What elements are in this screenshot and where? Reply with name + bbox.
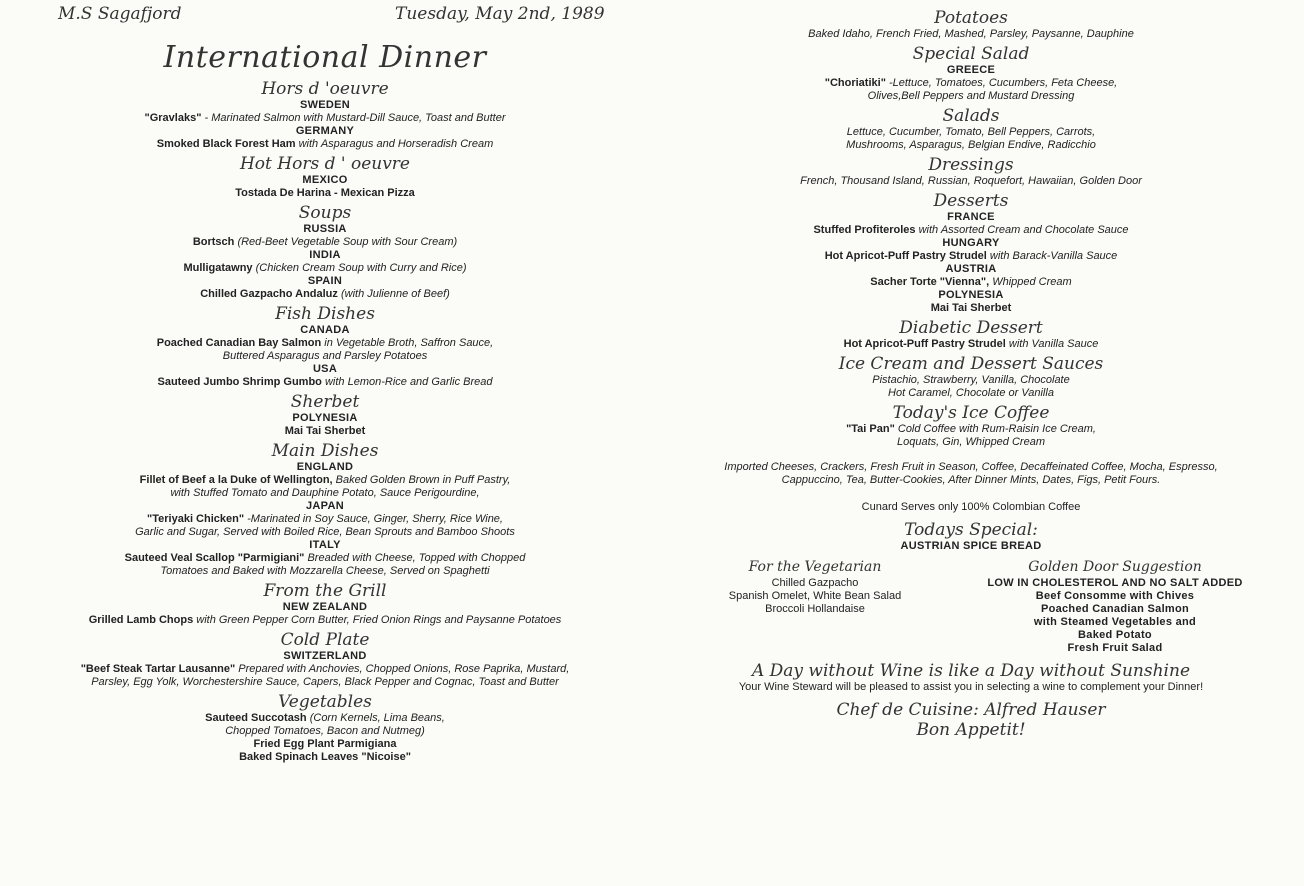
golden-door-item: LOW IN CHOLESTEROL AND NO SALT ADDED [987, 577, 1243, 589]
closing-section [680, 461, 1262, 740]
dish-description: - Marinated Salmon with Mustard-Dill Sauce, Toast and Butter [201, 112, 506, 124]
dish-name: Fried Egg Plant Parmigiana [253, 738, 397, 750]
dish-line [20, 751, 630, 764]
dish-description: Pistachio, Strawberry, Vanilla, Chocolate [872, 374, 1070, 386]
dish-line [20, 474, 630, 487]
menu-date: Tuesday, May 2nd, 1989 [395, 4, 605, 24]
dish-line [680, 139, 1262, 152]
country-name: GREECE [946, 64, 996, 76]
wine-note: Your Wine Steward will be pleased to assist you in selecting a wine to complement your Dinner! [738, 681, 1204, 693]
dish-line [20, 552, 630, 565]
dish-line [20, 712, 630, 725]
section-heading: Dressings [928, 155, 1014, 175]
dish-name: Grilled Lamb Chops [88, 614, 194, 626]
dish-description: -Lettuce, Tomatoes, Cucumbers, Feta Cheese, [885, 77, 1118, 89]
dish-line [680, 338, 1262, 351]
country-name: SWEDEN [299, 99, 351, 111]
ship-name: M.S Sagafjord [58, 4, 182, 24]
golden-door-heading: Golden Door Suggestion [1028, 559, 1202, 575]
menu-section [20, 441, 630, 578]
dish-line [680, 423, 1262, 436]
dish-description: Tomatoes and Baked with Mozzarella Cheese, Served on Spaghetti [160, 565, 490, 577]
country-name: MEXICO [302, 174, 348, 186]
dish-description: (Chicken Cream Soup with Curry and Rice) [252, 262, 467, 274]
dish-name: Tostada De Harina - Mexican Pizza [235, 187, 415, 199]
section-heading: Fish Dishes [275, 304, 375, 324]
dish-line [20, 725, 630, 738]
dish-name: Chilled Gazpacho Andaluz [200, 288, 338, 300]
dish-line [680, 28, 1262, 41]
golden-door-item: with Steamed Vegetables and [1033, 616, 1197, 628]
section-heading: From the Grill [263, 581, 387, 601]
golden-door-item: Beef Consomme with Chives [1035, 590, 1195, 602]
country-name: ENGLAND [296, 461, 354, 473]
suggestions-row [680, 557, 1262, 655]
dish-description: with Stuffed Tomato and Dauphine Potato, Sauce Perigourdine, [170, 487, 480, 499]
dish-line [20, 288, 630, 301]
country-name: HUNGARY [942, 237, 1000, 249]
golden-door-item: Baked Potato [1078, 629, 1152, 641]
menu-section [680, 155, 1262, 188]
right-column [680, 0, 1262, 740]
dish-line [20, 565, 630, 578]
country-name: CANADA [300, 324, 350, 336]
dish-name: "Tai Pan" [846, 423, 895, 435]
section-heading: Hot Hors d ' oeuvre [239, 154, 410, 174]
country-name: FRANCE [947, 211, 995, 223]
country-name: GERMANY [295, 125, 355, 137]
dish-name: Baked Spinach Leaves "Nicoise" [239, 751, 411, 763]
country-name: NEW ZEALAND [282, 601, 368, 613]
section-heading: Sherbet [290, 392, 360, 412]
menu-section [680, 44, 1262, 103]
golden-door-item: Fresh Fruit Salad [1067, 642, 1163, 654]
dish-description: Lettuce, Cucumber, Tomato, Bell Peppers, Carrots, [846, 126, 1096, 138]
dish-description: Loquats, Gin, Whipped Cream [897, 436, 1045, 448]
dish-description: with Barack-Vanilla Sauce [986, 250, 1118, 262]
country-name: AUSTRIA [945, 263, 997, 275]
dish-description: Buttered Asparagus and Parsley Potatoes [222, 350, 428, 362]
menu-section [20, 692, 630, 764]
dish-name: Sauteed Jumbo Shrimp Gumbo [157, 376, 322, 388]
dish-name: Smoked Black Forest Ham [156, 138, 296, 150]
dish-line [20, 663, 630, 676]
menu-section [20, 581, 630, 627]
country-name: INDIA [309, 249, 341, 261]
dish-description: with Green Pepper Corn Butter, Fried Onion Rings and Paysanne Potatoes [193, 614, 562, 626]
chef-signature: Chef de Cuisine: Alfred Hauser [836, 700, 1106, 720]
menu-section [680, 8, 1262, 41]
cheeses-line-1: Imported Cheeses, Crackers, Fresh Fruit in Season, Coffee, Decaffeinated Coffee, Mocha, Espresso, [724, 461, 1218, 473]
cheeses-line-2: Cappuccino, Tea, Butter-Cookies, After Dinner Mints, Dates, Figs, Petit Fours. [781, 474, 1161, 486]
wine-heading: A Day without Wine is like a Day without Sunshine [751, 661, 1191, 681]
dish-name: Stuffed Profiteroles [813, 224, 916, 236]
dish-description: Chopped Tomatoes, Bacon and Nutmeg) [225, 725, 425, 737]
section-heading: Today's Ice Coffee [892, 403, 1050, 423]
left-column [20, 0, 630, 764]
dish-line [680, 250, 1262, 263]
country-name: SPAIN [307, 275, 343, 287]
dish-description: (Corn Kernels, Lima Beans, [306, 712, 445, 724]
dish-name: Mai Tai Sherbet [284, 425, 366, 437]
country-name: SWITZERLAND [283, 650, 367, 662]
vegetarian-item: Spanish Omelet, White Bean Salad [728, 590, 902, 602]
dish-line [680, 90, 1262, 103]
dish-line [20, 337, 630, 350]
dish-name: "Choriatiki" [824, 77, 886, 89]
menu-section [20, 154, 630, 200]
menu-section [20, 79, 630, 151]
dish-line [680, 276, 1262, 289]
section-heading: Hors d 'oeuvre [261, 79, 389, 99]
menu-section [20, 630, 630, 689]
dish-name: Hot Apricot-Puff Pastry Strudel [843, 338, 1006, 350]
menu-section [680, 106, 1262, 152]
menu-section [680, 191, 1262, 315]
dish-line [20, 513, 630, 526]
section-heading: Main Dishes [271, 441, 379, 461]
country-name: POLYNESIA [292, 412, 358, 424]
section-heading: Ice Cream and Dessert Sauces [838, 354, 1104, 374]
dish-line [680, 77, 1262, 90]
dish-line [20, 350, 630, 363]
dish-name: "Teriyaki Chicken" [147, 513, 245, 525]
dish-name: Sauteed Veal Scallop "Parmigiani" [124, 552, 305, 564]
coffee-note: Cunard Serves only 100% Colombian Coffee [861, 501, 1081, 513]
special-item: AUSTRIAN SPICE BREAD [900, 540, 1042, 552]
dish-name: Fillet of Beef a la Duke of Wellington, [139, 474, 333, 486]
section-heading: Potatoes [934, 8, 1008, 28]
dish-description: Garlic and Sugar, Served with Boiled Rice, Bean Sprouts and Bamboo Shoots [135, 526, 515, 538]
dish-description: Parsley, Egg Yolk, Worchestershire Sauce, Capers, Black Pepper and Cognac, Toast and Butter [91, 676, 559, 688]
country-name: ITALY [309, 539, 341, 551]
dish-description: with Asparagus and Horseradish Cream [295, 138, 494, 150]
section-heading: Soups [298, 203, 352, 223]
dish-description: with Vanilla Sauce [1005, 338, 1099, 350]
dish-name: Bortsch [192, 236, 235, 248]
dish-description: Mushrooms, Asparagus, Belgian Endive, Radicchio [846, 139, 1096, 151]
dish-description: Cold Coffee with Rum-Raisin Ice Cream, [894, 423, 1096, 435]
dish-line [20, 676, 630, 689]
section-heading: Desserts [933, 191, 1009, 211]
dish-line [680, 387, 1262, 400]
dish-name: Poached Canadian Bay Salmon [156, 337, 322, 349]
menu-title: International Dinner [163, 40, 487, 75]
menu-section [20, 392, 630, 438]
dish-line [20, 138, 630, 151]
dish-line [20, 487, 630, 500]
section-heading: Vegetables [278, 692, 372, 712]
dish-name: "Beef Steak Tartar Lausanne" [80, 663, 236, 675]
special-heading: Todays Special: [904, 520, 1038, 540]
dish-description: in Vegetable Broth, Saffron Sauce, [321, 337, 494, 349]
menu-section [680, 354, 1262, 400]
vegetarian-item: Broccoli Hollandaise [765, 603, 865, 615]
country-name: USA [312, 363, 338, 375]
dish-description: with Lemon-Rice and Garlic Bread [321, 376, 493, 388]
section-heading: Cold Plate [280, 630, 370, 650]
dish-line [20, 738, 630, 751]
vegetarian-heading: For the Vegetarian [748, 559, 882, 575]
section-heading: Salads [942, 106, 1000, 126]
dish-line [20, 614, 630, 627]
dish-line [680, 436, 1262, 449]
dish-line [20, 262, 630, 275]
dish-description: French, Thousand Island, Russian, Roquefort, Hawaiian, Golden Door [800, 175, 1142, 187]
dish-description: (Red-Beet Vegetable Soup with Sour Cream) [234, 236, 458, 248]
dish-name: Sacher Torte "Vienna", [870, 276, 990, 288]
dish-name: Sauteed Succotash [205, 712, 307, 724]
menu-section [680, 318, 1262, 351]
dish-description: Olives,Bell Peppers and Mustard Dressing [867, 90, 1075, 102]
dish-description: (with Julienne of Beef) [337, 288, 450, 300]
dish-line [680, 224, 1262, 237]
dish-description: with Assorted Cream and Chocolate Sauce [915, 224, 1129, 236]
dish-line [680, 175, 1262, 188]
dish-line [20, 526, 630, 539]
dish-line [680, 126, 1262, 139]
dish-line [20, 187, 630, 200]
golden-door-item: Poached Canadian Salmon [1040, 603, 1190, 615]
dish-name: "Gravlaks" [144, 112, 202, 124]
dish-description: Hot Caramel, Chocolate or Vanilla [888, 387, 1054, 399]
country-name: RUSSIA [303, 223, 347, 235]
dish-description: -Marinated in Soy Sauce, Ginger, Sherry, Rice Wine, [244, 513, 503, 525]
dish-name: Hot Apricot-Puff Pastry Strudel [824, 250, 987, 262]
dish-line [20, 112, 630, 125]
menu-section [20, 304, 630, 389]
dish-description: Breaded with Cheese, Topped with Chopped [304, 552, 526, 564]
dish-name: Mai Tai Sherbet [930, 302, 1012, 314]
bon-appetit: Bon Appetit! [916, 720, 1026, 740]
dish-line [20, 236, 630, 249]
vegetarian-block [710, 557, 920, 655]
country-name: POLYNESIA [938, 289, 1004, 301]
dish-line [20, 425, 630, 438]
menu-section [680, 403, 1262, 449]
golden-door-block [970, 557, 1260, 655]
dish-description: Prepared with Anchovies, Chopped Onions, Rose Paprika, Mustard, [235, 663, 570, 675]
dish-description: Baked Idaho, French Fried, Mashed, Parsley, Paysanne, Dauphine [808, 28, 1134, 40]
section-heading: Diabetic Dessert [899, 318, 1043, 338]
menu-section [20, 203, 630, 301]
dish-line [680, 374, 1262, 387]
country-name: JAPAN [306, 500, 344, 512]
section-heading: Special Salad [912, 44, 1030, 64]
dish-description: Baked Golden Brown in Puff Pastry, [332, 474, 511, 486]
vegetarian-item: Chilled Gazpacho [771, 577, 859, 589]
dish-line [20, 376, 630, 389]
dish-name: Mulligatawny [183, 262, 253, 274]
dish-line [680, 302, 1262, 315]
dish-description: Whipped Cream [989, 276, 1072, 288]
